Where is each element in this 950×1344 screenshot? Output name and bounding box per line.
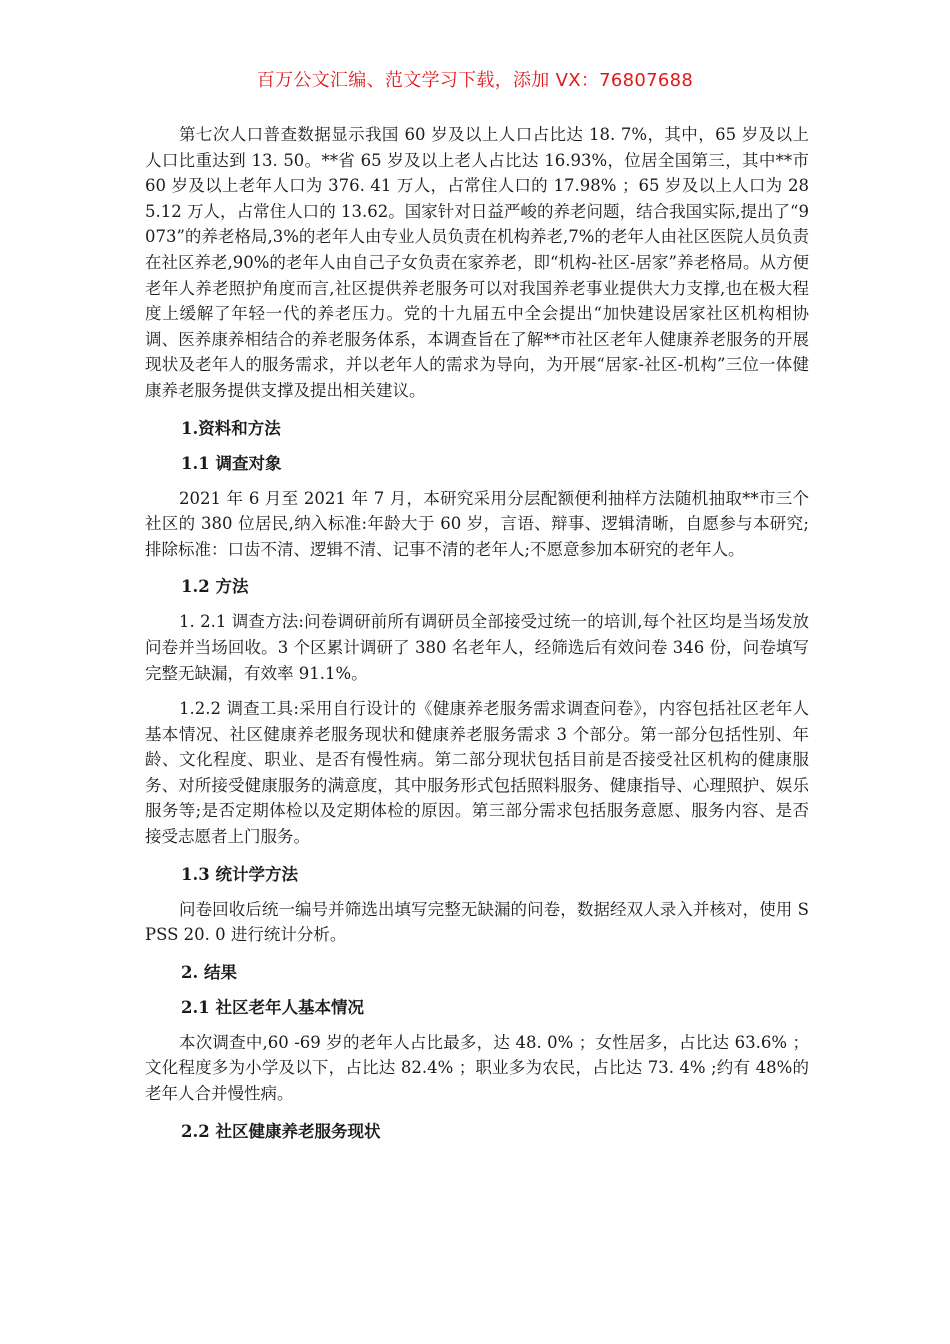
section-heading-1-1: 1.1 调查对象 bbox=[181, 453, 282, 473]
section-heading-2-2: 2.2 社区健康养老服务现状 bbox=[181, 1121, 381, 1141]
document-body bbox=[145, 122, 809, 1144]
section-heading-2-1: 2.1 社区老年人基本情况 bbox=[181, 997, 364, 1017]
paragraph-1-2-1: 1. 2.1 调查方法:问卷调研前所有调研员全部接受过统一的培训,每个社区均是当场发放问卷并当场回收。3 个区累计调研了 380 名老年人，经筛选后有效问卷 346 份，问卷填写完整无缺漏，有效率 91.1%。 bbox=[145, 612, 809, 683]
header-banner: 百万公文汇编、范文学习下载，添加 VX：76807688 bbox=[256, 70, 694, 91]
section-heading-2: 2. 结果 bbox=[181, 962, 237, 982]
section-heading-1-3: 1.3 统计学方法 bbox=[181, 864, 298, 884]
paragraph-1-1: 2021 年 6 月至 2021 年 7 月，本研究采用分层配额便利抽样方法随机抽取**市三个社区的 380 位居民,纳入标准:年龄大于 60 岁，言语、辩事、逻辑清晰，自愿参与本研究;排除标准：口齿不清、逻辑不清、记事不清的老年人;不愿意参加本研究的老年人。 bbox=[145, 488, 809, 559]
section-heading-1: 1.资料和方法 bbox=[181, 418, 281, 438]
paragraph-2-1: 本次调查中,60 -69 岁的老年人占比最多，达 48. 0% ；女性居多，占比达 63.6% ； 文化程度多为小学及以下，占比达 82.4% ；职业多为农民，占比达 73. 4% ;约有 48%的老年人合并慢性病。 bbox=[145, 1032, 809, 1104]
paragraph-1-3: 问卷回收后统一编号并筛选出填写完整无缺漏的问卷，数据经双人录入并核对，使用 SPSS 20. 0 进行统计分析。 bbox=[145, 899, 809, 945]
section-heading-1-2: 1.2 方法 bbox=[181, 577, 249, 597]
paragraph-1-2-2: 1.2.2 调查工具:采用自行设计的《健康养老服务需求调查问卷》，内容包括社区老年人基本情况、社区健康养老服务现状和健康养老服务需求 3 个部分。第一部分包括性别、年龄、文化程度、职业、是否有慢性病。第二部分现状包括目前是否接受社区机构的健康服务、对所接受健康服务的满意度，其中服务形式包括照料服务、健康指导、心理照护、娱乐服务等;是否定期体检以及定期体检的原因。第三部分需求包括服务意愿、服务内容、是否接受志愿者上门服务。 bbox=[145, 699, 809, 847]
intro-paragraph: 第七次人口普查数据显示我国 60 岁及以上人口占比达 18. 7%，其中，65 岁及以上人口比重达到 13. 50。**省 65 岁及以上老人占比达 16.93%，位居全国第三，其中**市 60 岁及以上老年人口为 376. 41 万人，占常住人口的 17.98% ；65 岁及以上人口为 285.12 万人，占常住人口的 13.62。国家针对日益严峻的养老问题，结合我国实际,提出了“9073”的养老格局,3%的老年人由专业人员负责在机构养老,7%的老年人由社区医院人员负责在社区养老,90%的老年人由自己子女负责在家养老，即“机构-社区-居家”养老格局。从方便老年人养老照护角度而言,社区提供养老服务可以对我国养老事业提供大力支撑,也在极大程度上缓解了年轻一代的养老压力。党的十九届五中全会提出“加快建设居家社区机构相协调、医养康养相结合的养老服务体系，本调查旨在了解**市社区老年人健康养老服务的开展现状及老年人的服务需求，并以老年人的需求为导向，为开展“居家-社区-机构”三位一体健康养老服务提供支撑及提出相关建议。 bbox=[145, 125, 809, 400]
